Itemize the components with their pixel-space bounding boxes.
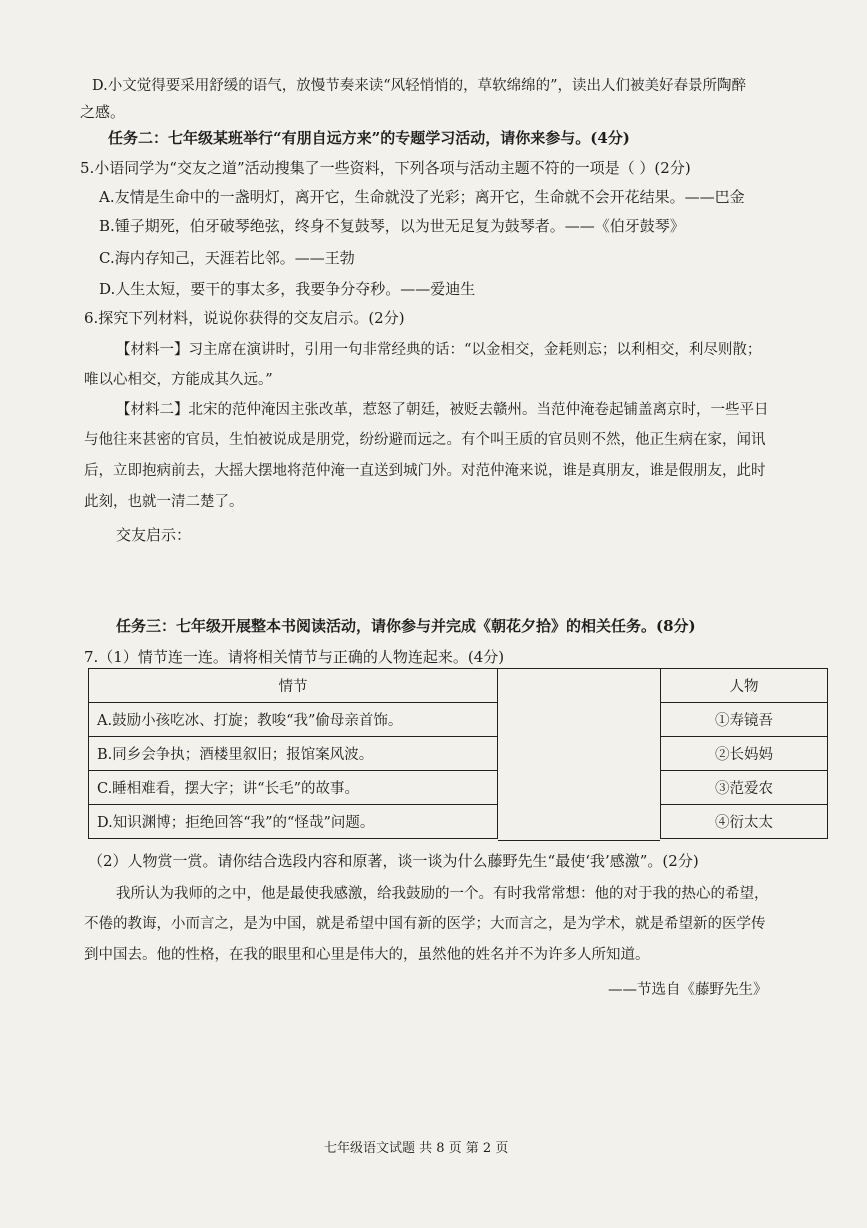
plot-a: A.鼓励小孩吃冰、打旋；教唆“我”偷母亲首饰。: [89, 703, 498, 737]
plot-c: C.睡相难看，摆大字；讲“长毛”的故事。: [89, 771, 498, 805]
connect-area: [498, 668, 660, 841]
q5-stem: 5.小语同学为“交友之道”活动搜集了一些资料，下列各项与活动主题不符的一项是（ ）(2分): [80, 159, 691, 177]
q5-option-d: D.人生太短，要干的事太多，我要争分夺秒。——爱迪生: [99, 280, 476, 298]
q5-option-b: B.锺子期死，伯牙破琴绝弦，终身不复鼓琴，以为世无足复为鼓琴者。——《伯牙鼓琴》: [99, 217, 685, 235]
material1-line2: 唯以心相交，方能成其久远。”: [84, 372, 273, 388]
passage-line3: 到中国去。他的性格，在我的眼里和心里是伟大的，虽然他的姓名并不为许多人所知道。: [84, 947, 650, 963]
person-3: ③范爱农: [661, 771, 828, 805]
people-header: 人物: [661, 669, 828, 703]
q5-option-a: A.友情是生命中的一盏明灯，离开它，生命就没了光彩；离开它，生命就不会开花结果。——巴金: [99, 188, 745, 206]
person-1: ①寿镜吾: [661, 703, 828, 737]
plot-table: [88, 668, 498, 839]
plot-d: D.知识渊博；拒绝回答“我”的“怪哉”问题。: [89, 805, 498, 839]
material1-line1: 【材料一】习主席在演讲时，引用一句非常经典的话：“以金相交，金耗则忘；以利相交，利尽则散；: [116, 342, 762, 358]
material2-line2: 与他往来甚密的官员，生怕被说成是朋党，纷纷避而远之。有个叫王质的官员则不然，他正生病在家，闻讯: [84, 432, 766, 448]
person-4: ④衍太太: [661, 805, 828, 839]
page-footer: 七年级语文试题 共 8 页 第 2 页: [324, 1141, 509, 1156]
plot-header: 情节: [89, 669, 498, 703]
option-d-line1: D.小文觉得要采用舒缓的语气，放慢节奏来读“风轻悄悄的，草软绵绵的”，读出人们被美好春景所陶醉: [92, 78, 747, 94]
passage-source: ——节选自《藤野先生》: [608, 982, 768, 998]
option-d-line2: 之感。: [80, 103, 126, 121]
q7-1-stem: 7.（1）情节连一连。请将相关情节与正确的人物连起来。(4分): [84, 648, 505, 666]
q6-stem: 6.探究下列材料，说说你获得的交友启示。(2分): [84, 309, 405, 327]
task3-title: 任务三：七年级开展整本书阅读活动，请你参与并完成《朝花夕拾》的相关任务。(8分): [116, 617, 696, 635]
passage-line1: 我所认为我师的之中，他是最使我感激，给我鼓励的一个。有时我常常想：他的对于我的热心的希望，: [116, 886, 769, 902]
task2-title: 任务二：七年级某班举行“有朋自远方来”的专题学习活动，请你来参与。(4分): [108, 129, 630, 147]
material2-line1: 【材料二】北宋的范仲淹因主张改革，惹怒了朝廷，被贬去赣州。当范仲淹卷起铺盖离京时，一些平日: [116, 402, 769, 418]
person-2: ②长妈妈: [661, 737, 828, 771]
answer-label: 交友启示：: [116, 526, 192, 544]
passage-line2: 不倦的教诲，小而言之，是为中国，就是希望中国有新的医学；大而言之，是为学术，就是希望新的医学传: [84, 916, 766, 932]
material2-line4: 此刻，也就一清二楚了。: [84, 494, 244, 510]
q5-option-c: C.海内存知己，天涯若比邻。——王勃: [99, 249, 355, 267]
material2-line3: 后，立即抱病前去，大摇大摆地将范仲淹一直送到城门外。对范仲淹来说，谁是真朋友，谁是假朋友，此时: [84, 463, 766, 479]
q7-2-stem: （2）人物赏一赏。请你结合选段内容和原著，谈一谈为什么藤野先生“最使‘我’感激”。(2分): [88, 852, 699, 870]
plot-b: B.同乡会争执；酒楼里叙旧；报馆案风波。: [89, 737, 498, 771]
people-table: [660, 668, 828, 839]
